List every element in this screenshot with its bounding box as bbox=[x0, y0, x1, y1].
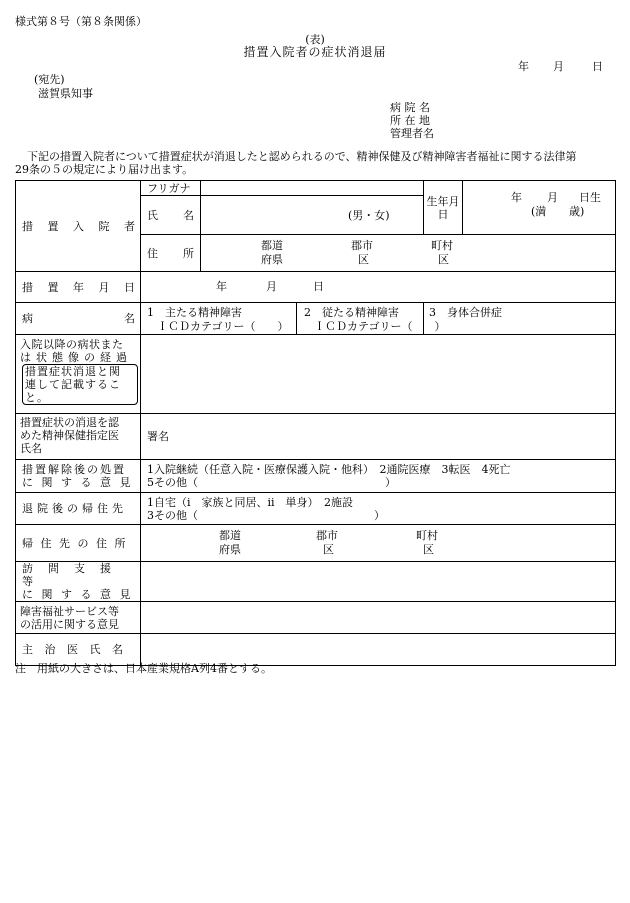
return-address-value[interactable] bbox=[141, 525, 616, 562]
release-label-1: 措置解除後の処置 bbox=[22, 463, 126, 476]
disease-sub-cell[interactable] bbox=[297, 303, 446, 335]
signature-cell[interactable] bbox=[141, 414, 616, 460]
course-note bbox=[22, 364, 138, 405]
signature-label: 署名 bbox=[147, 430, 169, 443]
sex-options: (男・女) bbox=[348, 209, 390, 222]
hospital-name-label: 病 院 名 bbox=[390, 101, 430, 114]
patient-label-cell bbox=[16, 181, 141, 272]
furigana-value[interactable] bbox=[201, 181, 424, 196]
side-label: (表) bbox=[305, 33, 325, 46]
release-label-2: に関する意見 bbox=[22, 476, 139, 489]
footer-note: 注 用紙の大きさは、日本産業規格A列4番とする。 bbox=[15, 662, 272, 675]
disease-physical: 3 身体合併症 bbox=[429, 306, 503, 319]
address-value[interactable] bbox=[201, 235, 616, 272]
course-label-1: 入院以降の病状また bbox=[20, 338, 124, 351]
administrator-label: 管理者名 bbox=[390, 127, 434, 140]
form-number: 様式第８号（第８条関係） bbox=[15, 15, 147, 28]
course-label-2: は状態像の経過 bbox=[20, 351, 132, 364]
disease-main: 1 主たる精神障害 bbox=[147, 306, 242, 319]
return-label: 退院後の帰住先 bbox=[22, 502, 127, 515]
physician-label-cell bbox=[16, 634, 141, 666]
age-close: 歳) bbox=[569, 205, 585, 218]
measure-year: 年 bbox=[216, 280, 227, 293]
release-options-1: 1入院継続（任意入院・医療保護入院・他科） 2通院医療 3転医 4死亡 bbox=[147, 463, 511, 476]
city-1: 郡市 bbox=[351, 239, 373, 252]
addressee-label: (宛先) bbox=[34, 73, 65, 86]
measure-date-value[interactable] bbox=[141, 272, 616, 303]
welfare-label-1: 障害福祉サービス等 bbox=[20, 604, 119, 618]
welfare-label-cell bbox=[16, 602, 141, 634]
furigana-label: フリガナ bbox=[141, 181, 201, 196]
notification-form-table bbox=[15, 180, 616, 666]
pref-2: 府県 bbox=[261, 253, 283, 266]
birth-year: 年 bbox=[511, 191, 523, 204]
patient-label: 措 置 入 院 者 bbox=[22, 219, 135, 233]
disease-sub: 2 従たる精神障害 bbox=[304, 306, 399, 319]
disease-main-icd: ＩＣＤカテゴリー（ ） bbox=[157, 320, 289, 333]
course-label-cell bbox=[16, 335, 141, 414]
intro-line-1: 下記の措置入院者について措置症状が消退したと認められるので、精神保健及び精神障害者福祉に関する法律第 bbox=[27, 150, 577, 163]
doctor-label-cell bbox=[16, 414, 141, 460]
disease-sub-icd: ＩＣＤカテゴリー（ ） bbox=[314, 320, 446, 333]
return-pref-1: 都道 bbox=[219, 529, 241, 542]
physician-label: 主治医氏名 bbox=[22, 643, 135, 656]
measure-month: 月 bbox=[266, 280, 277, 293]
return-city-2: 区 bbox=[323, 543, 334, 556]
measure-date-label-cell: 措 置 年 月 日 bbox=[16, 272, 141, 303]
town-2: 区 bbox=[438, 253, 449, 266]
doctor-label-2: めた精神保健指定医 bbox=[20, 429, 119, 442]
disease-physical-cell[interactable] bbox=[424, 303, 616, 335]
release-label-cell bbox=[16, 460, 141, 493]
course-note-3: と。 bbox=[25, 391, 49, 404]
welfare-label-2: の活用に関する意見 bbox=[20, 617, 119, 631]
doctor-label-1: 措置症状の消退を認 bbox=[20, 416, 119, 429]
physician-value[interactable] bbox=[141, 634, 616, 666]
course-note-1: 措置症状消退と関 bbox=[25, 365, 121, 378]
birthdate-value[interactable] bbox=[463, 181, 616, 235]
release-options-cell[interactable] bbox=[141, 460, 616, 493]
return-town-1: 町村 bbox=[416, 529, 438, 542]
birthdate-label: 生年月日 bbox=[424, 181, 463, 235]
return-label-cell bbox=[16, 493, 141, 525]
intro-line-2: 29条の５の規定により届け出ます。 bbox=[15, 163, 194, 176]
header-date-day: 日 bbox=[592, 60, 603, 73]
return-address-label-cell bbox=[16, 525, 141, 562]
measure-day: 日 bbox=[313, 280, 324, 293]
birth-day: 日生 bbox=[579, 191, 602, 204]
release-options-2: 5その他（ ） bbox=[147, 476, 396, 489]
disease-label-cell: 病 名 bbox=[16, 303, 141, 335]
visit-label-cell bbox=[16, 562, 141, 602]
header-date-year: 年 bbox=[518, 60, 529, 73]
pref-1: 都道 bbox=[261, 239, 283, 252]
return-options-cell[interactable] bbox=[141, 493, 616, 525]
doctor-label-3: 氏名 bbox=[20, 442, 42, 455]
birth-month: 月 bbox=[547, 191, 559, 204]
visit-label-2: に関する意見 bbox=[22, 588, 139, 601]
return-pref-2: 府県 bbox=[219, 543, 241, 556]
return-city-1: 郡市 bbox=[316, 529, 338, 542]
return-options-1: 1自宅（ⅰ 家族と同居、ⅱ 単身） 2施設 bbox=[147, 495, 354, 509]
return-town-2: 区 bbox=[423, 543, 434, 556]
visit-label-1: 訪問支援等 bbox=[22, 562, 126, 588]
age-open: (満 bbox=[531, 205, 547, 218]
return-options-2: 3その他（ ） bbox=[147, 508, 385, 522]
disease-main-cell[interactable] bbox=[141, 303, 297, 335]
address-label-cell: 住 所 bbox=[141, 235, 201, 272]
hospital-address-label: 所 在 地 bbox=[390, 114, 430, 127]
visit-value[interactable] bbox=[141, 562, 616, 602]
course-note-2: 連して記載するこ bbox=[25, 378, 121, 391]
addressee: 滋賀県知事 bbox=[38, 87, 93, 100]
form-title: 措置入院者の症状消退届 bbox=[243, 45, 387, 59]
course-value[interactable] bbox=[141, 335, 616, 414]
welfare-value[interactable] bbox=[141, 602, 616, 634]
header-date-month: 月 bbox=[553, 60, 564, 73]
return-address-label: 帰住先の住所 bbox=[22, 536, 133, 550]
name-value[interactable] bbox=[201, 196, 424, 235]
name-label-cell: 氏 名 bbox=[141, 196, 201, 235]
city-2: 区 bbox=[358, 253, 369, 266]
town-1: 町村 bbox=[431, 239, 453, 252]
